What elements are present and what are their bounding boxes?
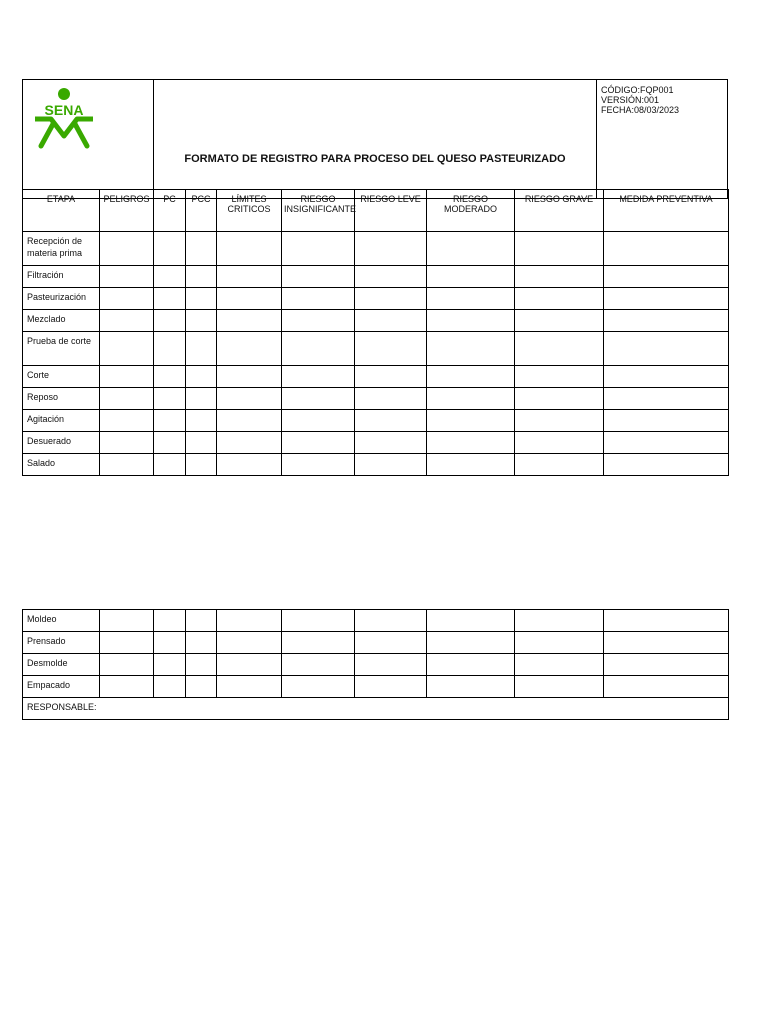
table-row [23, 632, 729, 654]
table-row [23, 332, 729, 366]
column-header: RIESGO GRAVE [515, 190, 604, 232]
logo-cell [23, 80, 154, 199]
entry-cell[interactable] [186, 432, 217, 454]
document-title: FORMATO DE REGISTRO PARA PROCESO DEL QUESO PASTEURIZADO [184, 153, 566, 165]
entry-cell[interactable] [154, 676, 186, 698]
entry-cell[interactable] [217, 610, 282, 632]
entry-cell[interactable] [355, 432, 427, 454]
table-row [23, 454, 729, 476]
responsable-field[interactable]: RESPONSABLE: [23, 698, 729, 720]
entry-cell[interactable] [515, 654, 604, 676]
entry-cell[interactable] [515, 432, 604, 454]
column-header: RIESGO INSIGNIFICANTE [282, 190, 355, 232]
entry-cell[interactable] [427, 288, 515, 310]
entry-cell[interactable] [186, 654, 217, 676]
table-row [23, 388, 729, 410]
entry-cell[interactable] [282, 388, 355, 410]
entry-cell[interactable] [355, 232, 427, 266]
entry-cell[interactable] [604, 266, 729, 288]
entry-cell[interactable] [100, 332, 154, 366]
stage-label: Pasteurización [23, 288, 100, 310]
table-row [23, 676, 729, 698]
entry-cell[interactable] [100, 432, 154, 454]
entry-cell[interactable] [355, 410, 427, 432]
entry-cell[interactable] [217, 332, 282, 366]
entry-cell[interactable] [604, 332, 729, 366]
entry-cell[interactable] [427, 632, 515, 654]
table-row [23, 266, 729, 288]
entry-cell[interactable] [186, 610, 217, 632]
entry-cell[interactable] [427, 676, 515, 698]
entry-cell[interactable] [186, 676, 217, 698]
entry-cell[interactable] [100, 388, 154, 410]
entry-cell[interactable] [355, 332, 427, 366]
table-row [23, 232, 729, 266]
entry-cell[interactable] [217, 454, 282, 476]
entry-cell[interactable] [355, 310, 427, 332]
entry-cell[interactable] [282, 310, 355, 332]
entry-cell[interactable] [100, 676, 154, 698]
entry-cell[interactable] [604, 676, 729, 698]
sena-logo-icon [31, 86, 97, 150]
column-header: RIESGO MODERADO [427, 190, 515, 232]
entry-cell[interactable] [186, 266, 217, 288]
entry-cell[interactable] [154, 410, 186, 432]
stage-label: Agitación [23, 410, 100, 432]
stage-label: Mezclado [23, 310, 100, 332]
table-row [23, 654, 729, 676]
entry-cell[interactable] [604, 432, 729, 454]
entry-cell[interactable] [427, 266, 515, 288]
entry-cell[interactable] [604, 632, 729, 654]
header-table [22, 79, 728, 199]
svg-text:SENA: SENA [44, 102, 84, 118]
entry-cell[interactable] [186, 454, 217, 476]
stage-label: Desmolde [23, 654, 100, 676]
table-row [23, 610, 729, 632]
entry-cell[interactable] [282, 632, 355, 654]
entry-cell[interactable] [154, 432, 186, 454]
entry-cell[interactable] [100, 454, 154, 476]
entry-cell[interactable] [427, 432, 515, 454]
entry-cell[interactable] [355, 676, 427, 698]
entry-cell[interactable] [282, 454, 355, 476]
entry-cell[interactable] [515, 454, 604, 476]
entry-cell[interactable] [355, 632, 427, 654]
entry-cell[interactable] [282, 610, 355, 632]
entry-cell[interactable] [186, 388, 217, 410]
stage-label: Prueba de corte [23, 332, 100, 366]
entry-cell[interactable] [186, 366, 217, 388]
column-header: LÍMITES CRITICOS [217, 190, 282, 232]
entry-cell[interactable] [604, 454, 729, 476]
entry-cell[interactable] [282, 366, 355, 388]
stage-label: Reposo [23, 388, 100, 410]
entry-cell[interactable] [100, 654, 154, 676]
entry-cell[interactable] [604, 610, 729, 632]
entry-cell[interactable] [217, 366, 282, 388]
entry-cell[interactable] [604, 310, 729, 332]
entry-cell[interactable] [217, 388, 282, 410]
entry-cell[interactable] [515, 366, 604, 388]
entry-cell[interactable] [282, 410, 355, 432]
entry-cell[interactable] [154, 610, 186, 632]
entry-cell[interactable] [355, 654, 427, 676]
entry-cell[interactable] [186, 410, 217, 432]
stage-label: Corte [23, 366, 100, 388]
process-table-continued [22, 609, 729, 720]
entry-cell[interactable] [515, 610, 604, 632]
entry-cell[interactable] [217, 266, 282, 288]
entry-cell[interactable] [282, 332, 355, 366]
entry-cell[interactable] [186, 332, 217, 366]
entry-cell[interactable] [100, 632, 154, 654]
entry-cell[interactable] [515, 632, 604, 654]
entry-cell[interactable] [515, 676, 604, 698]
entry-cell[interactable] [186, 232, 217, 266]
entry-cell[interactable] [217, 432, 282, 454]
entry-cell[interactable] [515, 288, 604, 310]
entry-cell[interactable] [282, 654, 355, 676]
entry-cell[interactable] [282, 676, 355, 698]
column-header: ETAPA [23, 190, 100, 232]
column-header: MEDIDA PREVENTIVA [604, 190, 729, 232]
entry-cell[interactable] [100, 366, 154, 388]
entry-cell[interactable] [515, 266, 604, 288]
entry-cell[interactable] [355, 266, 427, 288]
entry-cell[interactable] [154, 232, 186, 266]
entry-cell[interactable] [154, 310, 186, 332]
entry-cell[interactable] [604, 366, 729, 388]
entry-cell[interactable] [604, 654, 729, 676]
entry-cell[interactable] [427, 388, 515, 410]
entry-cell[interactable] [217, 288, 282, 310]
entry-cell[interactable] [515, 332, 604, 366]
entry-cell[interactable] [427, 454, 515, 476]
document-meta [597, 80, 728, 199]
table-row [23, 432, 729, 454]
entry-cell[interactable] [355, 610, 427, 632]
entry-cell[interactable] [217, 632, 282, 654]
stage-label: Filtración [23, 266, 100, 288]
entry-cell[interactable] [186, 632, 217, 654]
entry-cell[interactable] [282, 288, 355, 310]
entry-cell[interactable] [100, 610, 154, 632]
column-header: RIESGO LEVE [355, 190, 427, 232]
stage-label: Salado [23, 454, 100, 476]
entry-cell[interactable] [604, 232, 729, 266]
column-header: PELIGROS [100, 190, 154, 232]
entry-cell[interactable] [355, 454, 427, 476]
entry-cell[interactable] [217, 654, 282, 676]
entry-cell[interactable] [100, 410, 154, 432]
entry-cell[interactable] [154, 288, 186, 310]
fecha: FECHA:08/03/2023 [601, 105, 680, 115]
process-table [22, 189, 729, 476]
entry-cell[interactable] [604, 288, 729, 310]
entry-cell[interactable] [427, 410, 515, 432]
table-row [23, 288, 729, 310]
entry-cell[interactable] [100, 232, 154, 266]
entry-cell[interactable] [427, 232, 515, 266]
entry-cell[interactable] [154, 454, 186, 476]
stage-label: Empacado [23, 676, 100, 698]
entry-cell[interactable] [217, 676, 282, 698]
entry-cell[interactable] [427, 654, 515, 676]
entry-cell[interactable] [515, 410, 604, 432]
entry-cell[interactable] [427, 332, 515, 366]
entry-cell[interactable] [282, 266, 355, 288]
entry-cell[interactable] [604, 388, 729, 410]
stage-label: Recepción de materia prima [23, 232, 100, 266]
entry-cell[interactable] [355, 388, 427, 410]
version: VERSIÓN:001 [601, 95, 660, 105]
entry-cell[interactable] [217, 410, 282, 432]
entry-cell[interactable] [154, 366, 186, 388]
entry-cell[interactable] [154, 654, 186, 676]
stage-label: Prensado [23, 632, 100, 654]
entry-cell[interactable] [100, 288, 154, 310]
table-row [23, 310, 729, 332]
codigo: CÓDIGO:FQP001 [601, 85, 674, 95]
entry-cell[interactable] [100, 310, 154, 332]
entry-cell[interactable] [355, 366, 427, 388]
entry-cell[interactable] [186, 288, 217, 310]
entry-cell[interactable] [427, 310, 515, 332]
entry-cell[interactable] [427, 610, 515, 632]
entry-cell[interactable] [217, 310, 282, 332]
entry-cell[interactable] [154, 632, 186, 654]
entry-cell[interactable] [154, 388, 186, 410]
entry-cell[interactable] [100, 266, 154, 288]
entry-cell[interactable] [186, 310, 217, 332]
entry-cell[interactable] [217, 232, 282, 266]
entry-cell[interactable] [515, 310, 604, 332]
table-row [23, 410, 729, 432]
column-header: PCC [186, 190, 217, 232]
column-header: PC [154, 190, 186, 232]
document-title-cell [154, 80, 597, 199]
entry-cell[interactable] [515, 232, 604, 266]
entry-cell[interactable] [355, 288, 427, 310]
table-row [23, 366, 729, 388]
entry-cell[interactable] [282, 232, 355, 266]
entry-cell[interactable] [515, 388, 604, 410]
entry-cell[interactable] [154, 332, 186, 366]
stage-label: Desuerado [23, 432, 100, 454]
entry-cell[interactable] [282, 432, 355, 454]
entry-cell[interactable] [427, 366, 515, 388]
entry-cell[interactable] [604, 410, 729, 432]
stage-label: Moldeo [23, 610, 100, 632]
entry-cell[interactable] [154, 266, 186, 288]
responsable-row [23, 698, 729, 720]
